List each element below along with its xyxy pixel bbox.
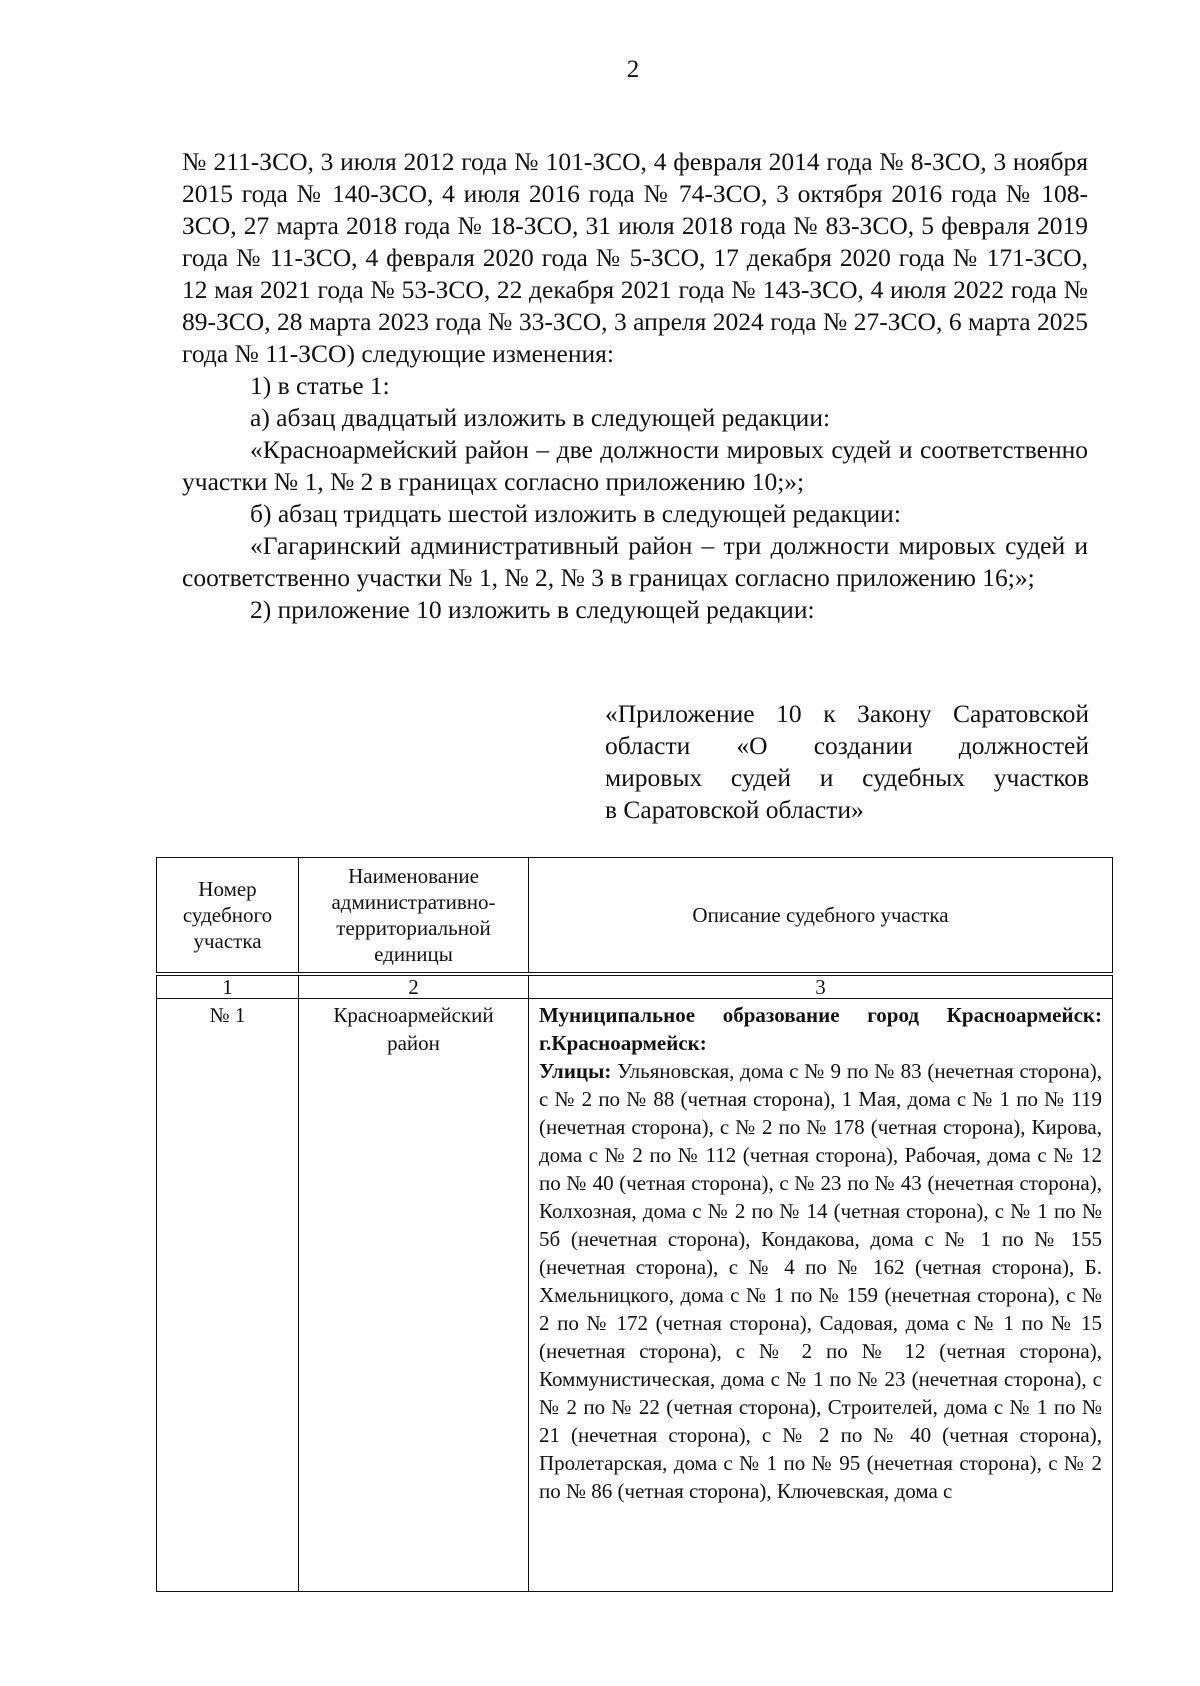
- streets-label: Улицы:: [539, 1059, 612, 1083]
- table-row: [157, 999, 1113, 1592]
- document-body: [182, 146, 1088, 626]
- table-header-row: [157, 858, 1113, 975]
- header-admin-unit: Наименование административно-территориальной единицы: [299, 858, 529, 975]
- column-number: 2: [299, 974, 529, 999]
- item-2: 2) приложение 10 изложить в следующей редакции:: [250, 595, 815, 624]
- item-1a-text: «Красноармейский район – две должности мировых судей и соответственно участки № 1, № 2 в границах согласно приложению 10;»;: [182, 435, 1088, 496]
- district-table: [156, 857, 1113, 1592]
- district-number: № 1: [157, 999, 299, 1592]
- item-1b-text: «Гагаринский административный район – три должности мировых судей и соответственно участки № 1, № 2, № 3 в границах согласно приложению 16;»;: [182, 531, 1088, 592]
- appendix-line: области «О создании должностей: [605, 731, 1089, 760]
- admin-unit-name: Красноармейский район: [299, 999, 529, 1592]
- intro-paragraph: № 211-ЗСО, 3 июля 2012 года № 101-ЗСО, 4 февраля 2014 года № 8-ЗСО, 3 ноября 2015 года № 140-ЗСО, 4 июля 2016 года № 74-ЗСО, 3 октября 2016 года № 108-ЗСО, 27 марта 2018 года № 18-ЗСО, 31 июля 2018 года № 83-ЗСО, 5 февраля 2019 года № 11-ЗСО, 4 февраля 2020 года № 5-ЗСО, 17 декабря 2020 года № 171-ЗСО, 12 мая 2021 года № 53-ЗСО, 22 декабря 2021 года № 143-ЗСО, 4 июля 2022 года № 89-ЗСО, 28 марта 2023 года № 33-ЗСО, 3 апреля 2024 года № 27-ЗСО, 6 марта 2025 года № 11-ЗСО) следующие изменения:: [182, 147, 1088, 368]
- appendix-line: «Приложение 10 к Закону Саратовской: [605, 699, 1089, 728]
- header-district-number: Номер судебного участка: [157, 858, 299, 975]
- item-1b: б) абзац тридцать шестой изложить в следующей редакции:: [250, 499, 901, 528]
- page-number: 2: [626, 56, 640, 83]
- item-1a: а) абзац двадцатый изложить в следующей редакции:: [250, 403, 831, 432]
- appendix-reference: [605, 698, 1089, 826]
- column-number: 3: [529, 974, 1113, 999]
- header-description: Описание судебного участка: [529, 858, 1113, 975]
- description-heading: Муниципальное образование город Красноармейск: г.Красноармейск:: [539, 1003, 1102, 1055]
- appendix-line: мировых судей и судебных участков: [605, 763, 1089, 792]
- item-1: 1) в статье 1:: [250, 371, 390, 400]
- column-number-row: [157, 974, 1113, 999]
- district-description: [529, 999, 1113, 1592]
- column-number: 1: [157, 974, 299, 999]
- streets-text: Ульяновская, дома с № 9 по № 83 (нечетная сторона), с № 2 по № 88 (четная сторона), 1 Мая, дома с № 1 по № 119 (нечетная сторона), с № 2 по № 178 (четная сторона), Кирова, дома с № 2 по № 112 (четная сторона), Рабочая, дома с № 12 по № 40 (четная сторона), с № 23 по № 43 (нечетная сторона), Колхозная, дома с № 2 по № 14 (четная сторона), с № 1 по № 5б (нечетная сторона), Кондакова, дома с № 1 по № 155 (нечетная сторона), с № 4 по № 162 (четная сторона), Б. Хмельницкого, дома с № 1 по № 159 (нечетная сторона), с № 2 по № 172 (четная сторона), Садовая, дома с № 1 по № 15 (нечетная сторона), с № 2 по № 12 (четная сторона), Коммунистическая, дома с № 1 по № 23 (нечетная сторона), с № 2 по № 22 (четная сторона), Строителей, дома с № 1 по № 21 (нечетная сторона), с № 2 по № 40 (четная сторона), Пролетарская, дома с № 1 по № 95 (нечетная сторона), с № 2 по № 86 (четная сторона), Ключевская, дома с: [539, 1059, 1102, 1503]
- appendix-line: в Саратовской области»: [605, 795, 864, 824]
